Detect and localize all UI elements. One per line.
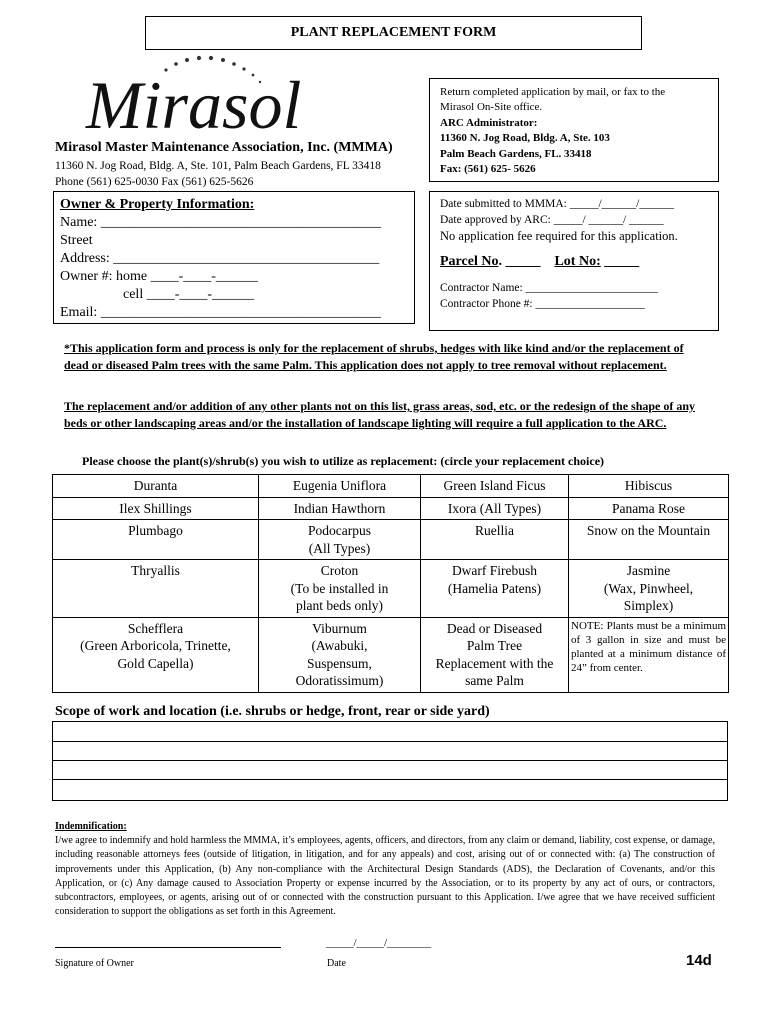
association-address-block (55, 158, 381, 190)
plant-variant-line-1: (Awabuki, (311, 638, 368, 653)
email-field[interactable]: Email: ________________________________________ (60, 305, 381, 320)
planting-size-note: NOTE: Plants must be a minimum of 3 gallon in size and must be planted at a minimum distance of 24” from center. (569, 617, 729, 692)
plant-hibiscus[interactable]: Hibiscus (569, 475, 729, 498)
plant-croton[interactable] (259, 560, 421, 618)
owner-name-field[interactable]: Name: ________________________________________ (60, 215, 381, 230)
contractor-phone-field[interactable]: Contractor Phone #: ___________________ (440, 298, 645, 310)
scope-line (53, 779, 727, 780)
signature-label: Signature of Owner (55, 958, 134, 969)
scope-notice: *This application form and process is only for the replacement of shrubs, hedges with like kind and/or the replacement of dead or diseased Palm trees with the same Palm. This application does not apply to tree removal without replacement. (64, 341, 684, 372)
plant-thryallis[interactable]: Thryallis (53, 560, 259, 618)
plant-jasmine[interactable] (569, 560, 729, 618)
arc-fax: Fax: (561) 625- 5626 (440, 163, 536, 176)
date-label: Date (327, 958, 346, 969)
plant-note-line-1: (To be installed in (290, 580, 389, 596)
indemnification-heading: Indemnification: (55, 821, 127, 832)
plant-name: Jasmine (626, 563, 671, 578)
plant-name: Schefflera (127, 620, 184, 636)
page-code: 14d (686, 952, 712, 969)
return-line-1: Return completed application by mail, or fax to the (440, 86, 666, 98)
date-approved-field[interactable]: Date approved by ARC: _____/ ______/ ______ (440, 214, 664, 226)
plant-variant: (All Types) (308, 540, 371, 556)
plant-variant: (Hamelia Patens) (447, 580, 542, 596)
plant-choices-table (52, 474, 729, 693)
indemnification-text: I/we agree to indemnify and hold harmless the MMMA, it’s employees, agents, officers, and directors, from any claim or demand, liability, cost expense, or damage, including reasonable attorneys fees (outside of litigation, in litigation, and for any appeals) and cost, arising out of or connected with: (a) The construction of improvements under this Application, (b) Any non-compliance with the Architectural Design Standards (ADS), the Declaration of Covenants, and/or this Application, or (c) Any damage caused to Association Property or expense incurred by the Association, or to its property by any act of ours, or contractors, subcontractors, employees, or agents, arising out of or connected with the construction pursuant to this Application. I/we agree that we have received sufficient consideration to support the obligations as set forth in this Agreement. (55, 835, 715, 918)
plant-line-1: Dead or Diseased (446, 620, 543, 636)
plant-eugenia-uniflora[interactable]: Eugenia Uniflora (259, 475, 421, 498)
fee-note: No application fee required for this application. (440, 229, 678, 243)
plant-podocarpus[interactable] (259, 520, 421, 560)
plant-duranta[interactable]: Duranta (53, 475, 259, 498)
plant-line-2: Palm Tree (466, 638, 523, 653)
plant-plumbago[interactable]: Plumbago (53, 520, 259, 560)
parcel-blank[interactable]: . _____ (498, 254, 541, 269)
plant-name: Croton (320, 563, 359, 578)
parcel-label: Parcel No (440, 254, 499, 269)
owner-info-heading: Owner & Property Information: (60, 197, 255, 212)
arc-administrator-label: ARC Administrator: (440, 116, 538, 129)
date-field[interactable]: _____/_____/________ (326, 937, 432, 949)
plant-panama-rose[interactable]: Panama Rose (569, 497, 729, 520)
plant-variant-line-2: Suspensum, (307, 655, 372, 671)
plant-name: Dwarf Firebush (451, 563, 538, 578)
plant-ixora[interactable]: Ixora (All Types) (421, 497, 569, 520)
plant-name: Podocarpus (308, 523, 371, 538)
address-field[interactable]: Address: ______________________________________ (60, 251, 380, 266)
lot-label: Lot No: (554, 254, 601, 269)
plant-variant-line-1: (Green Arboricola, Trinette, (80, 638, 231, 653)
full-application-notice: The replacement and/or addition of any other plants not on this list, grass areas, sod, etc. or the redesign of the shape of any beds or other landscaping areas and/or the installation of landscape lighting will require a full application to the ARC. (64, 399, 696, 430)
scope-of-work-field[interactable] (52, 721, 728, 801)
signature-line[interactable] (55, 947, 281, 948)
indemnification-section (55, 820, 715, 919)
plant-variant-line-3: Odoratissimum) (295, 673, 384, 688)
association-address: 11360 N. Jog Road, Bldg. A, Ste. 101, Palm Beach Gardens, FL 33418 (55, 160, 381, 172)
owner-cell-phone-field[interactable]: cell ____-____-______ (123, 287, 255, 302)
table-row (53, 475, 729, 498)
plant-dwarf-firebush[interactable] (421, 560, 569, 618)
table-row (53, 497, 729, 520)
date-submitted-field[interactable]: Date submitted to MMMA: _____/______/______ (440, 198, 674, 210)
lot-blank[interactable]: _____ (600, 254, 640, 269)
plant-variant-line-1: (Wax, Pinwheel, (603, 580, 694, 596)
street-label: Street (60, 233, 93, 248)
plant-line-3: Replacement with the (435, 655, 554, 671)
plant-ruellia[interactable]: Ruellia (421, 520, 569, 560)
plant-dead-diseased-palm[interactable] (421, 617, 569, 692)
table-row (53, 560, 729, 618)
association-phone-fax: Phone (561) 625-0030 Fax (561) 625-5626 (55, 176, 254, 188)
plant-line-4: same Palm (465, 673, 524, 688)
plant-note-line-2: plant beds only) (296, 598, 383, 613)
plant-choice-instruction: Please choose the plant(s)/shrub(s) you wish to utilize as replacement: (circle your replacement choice) (82, 454, 605, 468)
arc-address-2: Palm Beach Gardens, FL. 33418 (440, 147, 592, 160)
plant-indian-hawthorn[interactable]: Indian Hawthorn (259, 497, 421, 520)
parcel-lot-row (440, 254, 708, 270)
logo-wordmark: Mirasol (86, 67, 302, 140)
plant-green-island-ficus[interactable]: Green Island Ficus (421, 475, 569, 498)
return-info-box (429, 78, 719, 182)
mirasol-logo (84, 54, 304, 140)
plant-variant-line-2: Simplex) (623, 598, 674, 613)
table-row (53, 520, 729, 560)
association-name: Mirasol Master Maintenance Association, Inc. (MMMA) (55, 140, 393, 155)
plant-variant-line-2: Gold Capella) (117, 655, 194, 671)
form-title: PLANT REPLACEMENT FORM (145, 16, 642, 50)
plant-ilex-shillings[interactable]: Ilex Shillings (53, 497, 259, 520)
owner-home-phone-field[interactable]: Owner #: home ____-____-______ (60, 269, 258, 284)
plant-schefflera[interactable] (53, 617, 259, 692)
return-line-2: Mirasol On-Site office. (440, 101, 543, 114)
plant-viburnum[interactable] (259, 617, 421, 692)
owner-property-box (53, 191, 415, 324)
scope-heading: Scope of work and location (i.e. shrubs or hedge, front, rear or side yard) (55, 704, 490, 719)
plant-snow-on-the-mountain[interactable]: Snow on the Mountain (569, 520, 729, 560)
contractor-name-field[interactable]: Contractor Name: _______________________ (440, 282, 658, 294)
scope-line (53, 741, 727, 742)
arc-address-1: 11360 N. Jog Road, Bldg. A, Ste. 103 (440, 132, 610, 145)
scope-line (53, 760, 727, 761)
dates-parcel-box (429, 191, 719, 331)
table-row (53, 617, 729, 692)
plant-name: Viburnum (312, 620, 367, 636)
